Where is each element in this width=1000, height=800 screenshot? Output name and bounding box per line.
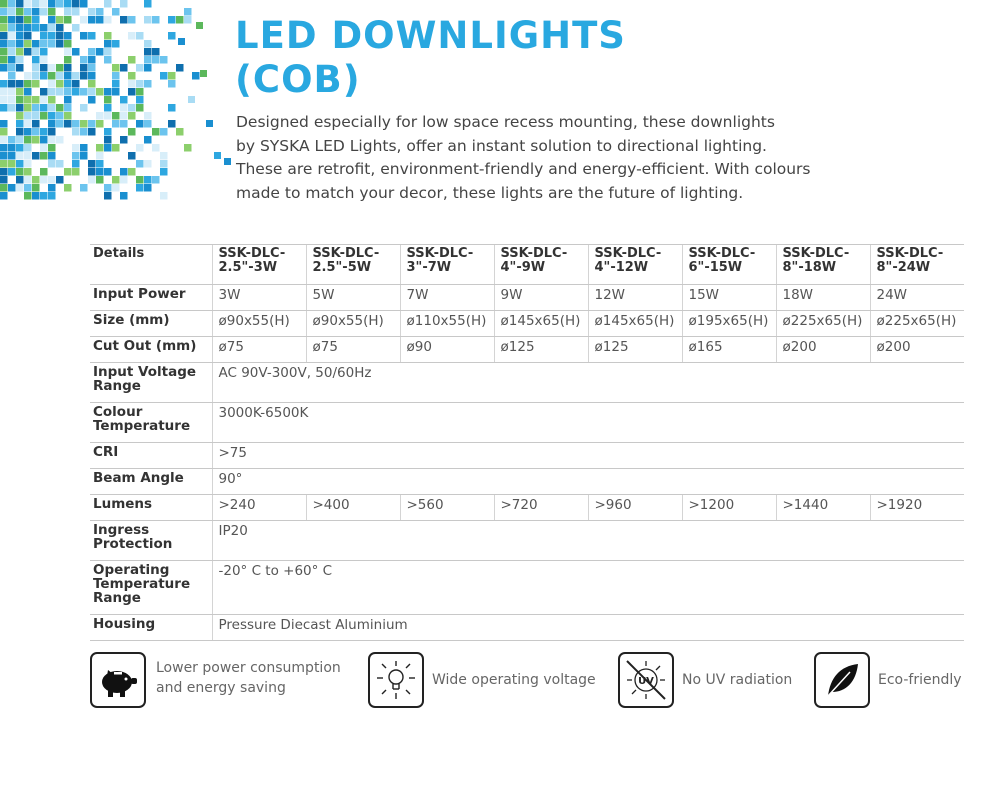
details-header: Details [90,245,212,285]
no-uv-icon [618,652,674,708]
page-title [235,14,626,102]
feature-icons-row [90,652,970,710]
table-cell: ø145x65(H) [494,311,588,337]
row-label: Size (mm) [90,311,212,337]
table-row [90,561,964,615]
row-label: Colour Temperature [90,403,212,443]
table-row [90,311,964,337]
table-cell: ø125 [588,337,682,363]
table-cell: 15W [682,285,776,311]
model-header: SSK-DLC- 2.5"-3W [212,245,306,285]
table-cell: ø75 [306,337,400,363]
table-cell-span: Pressure Diecast Aluminium [212,615,964,641]
table-cell: ø90x55(H) [306,311,400,337]
table-row [90,615,964,641]
table-cell: ø200 [870,337,964,363]
row-label: Operating Temperature Range [90,561,212,615]
table-row [90,443,964,469]
model-header: SSK-DLC- 8"-18W [776,245,870,285]
table-cell: 9W [494,285,588,311]
row-label: CRI [90,443,212,469]
table-cell: >560 [400,495,494,521]
table-cell: >1200 [682,495,776,521]
bulb-rays-icon [368,652,424,708]
table-cell: ø165 [682,337,776,363]
spec-table [90,244,964,641]
table-cell: 18W [776,285,870,311]
row-label: Housing [90,615,212,641]
intro-line: Designed especially for low space recess mounting, these downlights [236,113,775,131]
table-row [90,469,964,495]
table-row [90,285,964,311]
table-cell: ø90x55(H) [212,311,306,337]
table-cell: >720 [494,495,588,521]
table-row [90,337,964,363]
table-cell: ø145x65(H) [588,311,682,337]
table-header-row [90,245,964,285]
table-cell: >1440 [776,495,870,521]
model-header: SSK-DLC- 6"-15W [682,245,776,285]
feature-label: Wide operating voltage [432,672,596,688]
table-cell: ø225x65(H) [870,311,964,337]
row-label: Cut Out (mm) [90,337,212,363]
table-cell: ø110x55(H) [400,311,494,337]
model-header: SSK-DLC- 2.5"-5W [306,245,400,285]
feature-label: No UV radiation [682,672,793,688]
intro-line: These are retrofit, environment-friendly and energy-efficient. With colours [236,160,811,178]
table-row [90,363,964,403]
table-cell: ø195x65(H) [682,311,776,337]
piggy-bank-icon [90,652,146,708]
table-cell: 12W [588,285,682,311]
table-cell-span: 90° [212,469,964,495]
table-cell-span: 3000K-6500K [212,403,964,443]
model-header: SSK-DLC- 8"-24W [870,245,964,285]
table-cell-span: AC 90V-300V, 50/60Hz [212,363,964,403]
row-label: Beam Angle [90,469,212,495]
table-cell: 5W [306,285,400,311]
table-cell-span: >75 [212,443,964,469]
table-cell: 7W [400,285,494,311]
row-label: Input Voltage Range [90,363,212,403]
table-cell: ø200 [776,337,870,363]
table-cell: 24W [870,285,964,311]
intro-paragraph [236,111,876,205]
model-header: SSK-DLC- 3"-7W [400,245,494,285]
table-cell: ø75 [212,337,306,363]
title-line-1: LED DOWNLIGHTS [235,14,626,57]
feature-label: Eco-friendly [878,672,962,688]
table-cell: ø225x65(H) [776,311,870,337]
table-row [90,403,964,443]
table-cell-span: -20° C to +60° C [212,561,964,615]
table-cell: >1920 [870,495,964,521]
pixel-mosaic-graphic [0,0,250,200]
row-label: Lumens [90,495,212,521]
feature-eco-friendly [814,652,970,710]
table-cell: >960 [588,495,682,521]
leaf-icon [814,652,870,708]
model-header: SSK-DLC- 4"-9W [494,245,588,285]
feature-energy-saving [90,652,350,710]
table-row [90,521,964,561]
intro-line: made to match your decor, these lights are the future of lighting. [236,183,744,202]
table-cell: >240 [212,495,306,521]
intro-line: by SYSKA LED Lights, offer an instant solution to directional lighting. [236,136,767,155]
table-row [90,495,964,521]
row-label: Input Power [90,285,212,311]
title-line-2: (COB) [235,58,361,101]
feature-no-uv [618,652,818,710]
row-label: Ingress Protection [90,521,212,561]
table-cell: >400 [306,495,400,521]
feature-label: Lower power consumption and energy saving [156,660,341,696]
table-cell: ø125 [494,337,588,363]
svg-text:UV: UV [638,676,654,687]
table-cell: ø90 [400,337,494,363]
table-cell: 3W [212,285,306,311]
model-header: SSK-DLC- 4"-12W [588,245,682,285]
table-cell-span: IP20 [212,521,964,561]
feature-wide-voltage [368,652,608,710]
